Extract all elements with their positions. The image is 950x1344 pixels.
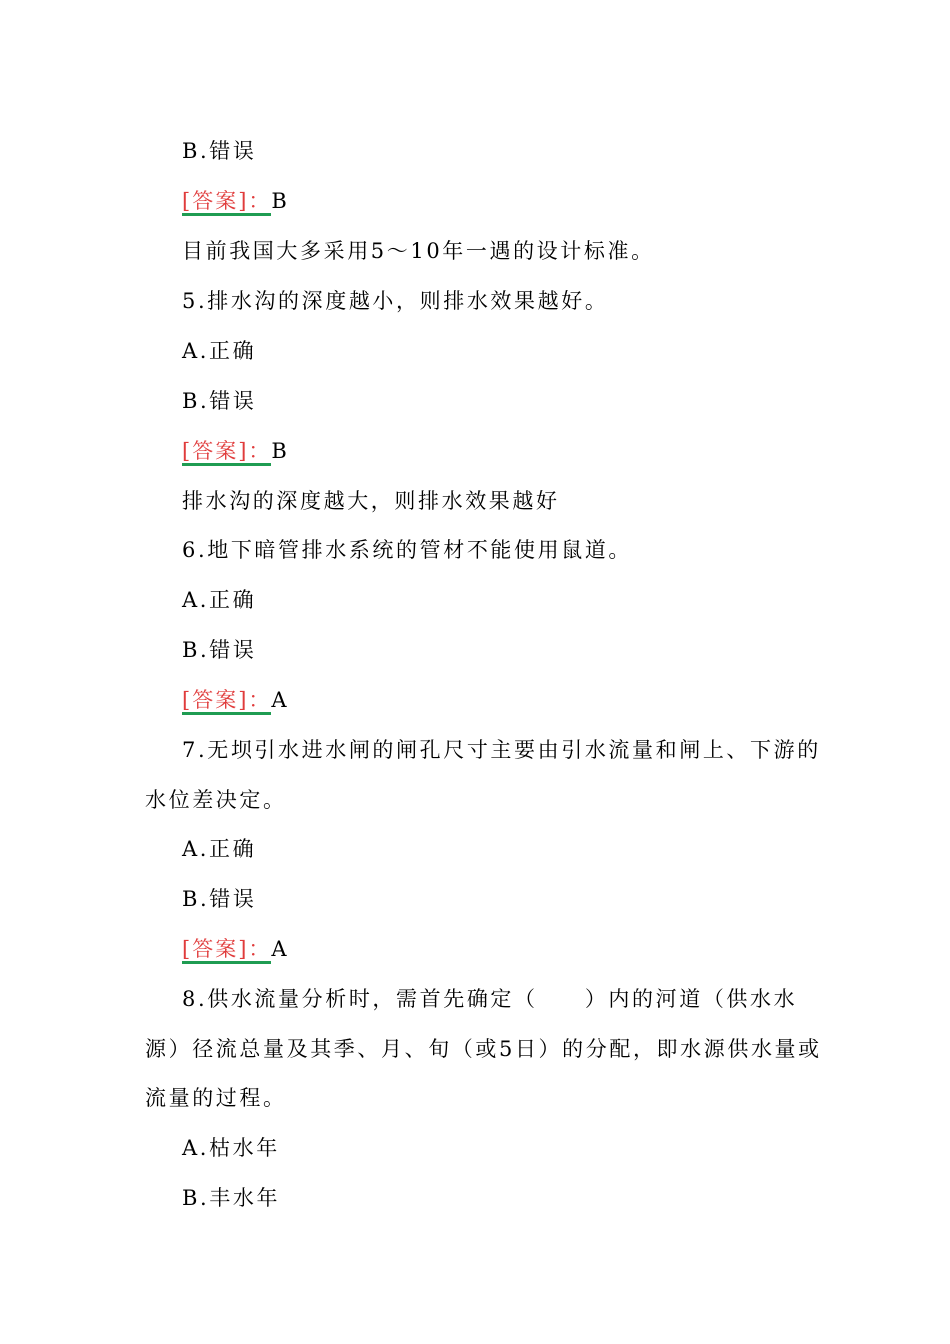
question-7-continued: 水位差决定。 <box>145 788 287 812</box>
question-8-continued: 流量的过程。 <box>145 1086 287 1110</box>
answer-label: [答案]： <box>182 189 271 216</box>
answer-value: A <box>271 937 288 961</box>
answer-label: [答案]： <box>182 439 271 466</box>
question-6: 6.地下暗管排水系统的管材不能使用鼠道。 <box>182 538 633 562</box>
question-5: 5.排水沟的深度越小，则排水效果越好。 <box>182 289 609 313</box>
option-a: A.正确 <box>182 837 257 861</box>
explanation-text: 目前我国大多采用5～10年一遇的设计标准。 <box>182 239 655 263</box>
option-a: A.正确 <box>182 339 257 363</box>
question-8: 8.供水流量分析时，需首先确定（ ）内的河道（供水水 <box>182 987 798 1011</box>
answer-line <box>182 685 288 715</box>
question-7: 7.无坝引水进水闸的闸孔尺寸主要由引水流量和闸上、下游的 <box>182 738 821 762</box>
answer-value: A <box>271 688 288 712</box>
option-b: B.错误 <box>182 887 257 911</box>
option-b: B.丰水年 <box>182 1186 281 1210</box>
explanation-text: 排水沟的深度越大，则排水效果越好 <box>182 489 560 513</box>
option-b: B.错误 <box>182 139 257 163</box>
option-a: A.正确 <box>182 588 257 612</box>
answer-line <box>182 186 288 216</box>
answer-value: B <box>271 439 288 463</box>
answer-label: [答案]： <box>182 688 271 715</box>
answer-line <box>182 934 288 964</box>
answer-line <box>182 436 288 466</box>
answer-value: B <box>271 189 288 213</box>
option-b: B.错误 <box>182 389 257 413</box>
answer-label: [答案]： <box>182 937 271 964</box>
question-8-continued: 源）径流总量及其季、月、旬（或5日）的分配，即水源供水量或 <box>145 1037 822 1061</box>
option-a: A.枯水年 <box>182 1136 280 1160</box>
option-b: B.错误 <box>182 638 257 662</box>
